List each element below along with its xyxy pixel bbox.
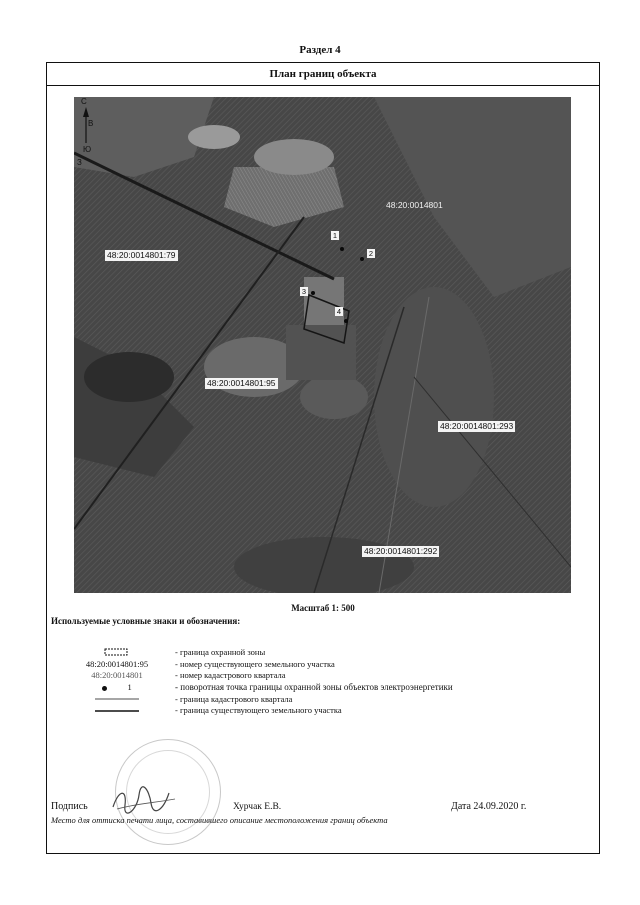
turning-point-label-3: 3 bbox=[301, 287, 307, 296]
plan-title: План границ объекта bbox=[47, 63, 599, 86]
south-letter: Ю bbox=[83, 145, 92, 154]
legend-text: - граница существующего земельного участка bbox=[175, 705, 342, 715]
map-imagery bbox=[74, 97, 571, 593]
legend-point-sample: 1 bbox=[127, 682, 132, 692]
legend-quarter-sample: 48:20:0014801 bbox=[91, 670, 143, 680]
north-arrow-icon bbox=[76, 97, 96, 169]
legend-text: - номер существующего земельного участка bbox=[175, 659, 335, 669]
legend-item bbox=[47, 694, 599, 705]
turning-point-dot bbox=[311, 291, 315, 295]
east-letter: В bbox=[88, 119, 94, 128]
west-letter: З bbox=[77, 158, 82, 167]
north-letter: С bbox=[81, 97, 87, 106]
legend-item bbox=[47, 682, 599, 693]
thick-line-icon bbox=[67, 705, 167, 716]
parcel-label-79: 48:20:0014801:79 bbox=[107, 250, 176, 260]
turning-point-label-1: 1 bbox=[332, 231, 338, 240]
dashed-rectangle-icon bbox=[67, 647, 167, 658]
legend-title: Используемые условные знаки и обозначения: bbox=[51, 616, 241, 626]
parcel-label-292: 48:20:0014801:292 bbox=[364, 546, 438, 556]
turning-point-dot bbox=[360, 257, 364, 261]
stamp-note: Место для оттиска печати лица, составившего описание местоположения границ объекта bbox=[51, 815, 388, 825]
turning-point-dot bbox=[340, 247, 344, 251]
legend-text: - граница кадастрового квартала bbox=[175, 694, 293, 704]
signature-scribble bbox=[109, 785, 179, 815]
signature-label: Подпись bbox=[51, 801, 88, 812]
parcel-label-293: 48:20:0014801:293 bbox=[440, 421, 514, 431]
legend-text: - поворотная точка границы охранной зоны объектов электроэнергетики bbox=[175, 682, 453, 692]
signer-name: Хурчак Е.В. bbox=[233, 802, 282, 812]
scale-text: Масштаб 1: 500 bbox=[291, 603, 355, 613]
parcel-label-95: 48:20:0014801:95 bbox=[207, 378, 276, 388]
dot-icon bbox=[67, 682, 167, 693]
legend-text: - номер кадастрового квартала bbox=[175, 670, 286, 680]
legend-text: - граница охранной зоны bbox=[175, 647, 266, 657]
quarter-label: 48:20:0014801 bbox=[386, 200, 443, 210]
legend-item bbox=[47, 659, 599, 670]
turning-point-dot bbox=[344, 319, 348, 323]
legend-item bbox=[47, 670, 599, 681]
legend-item bbox=[47, 705, 599, 716]
plan-frame bbox=[46, 62, 600, 854]
legend-item bbox=[47, 647, 599, 658]
thin-line-icon bbox=[67, 694, 167, 705]
section-title: Раздел 4 bbox=[299, 44, 341, 56]
turning-point-label-4: 4 bbox=[336, 307, 342, 316]
turning-point-label-2: 2 bbox=[368, 249, 374, 258]
aerial-map bbox=[74, 97, 571, 593]
legend-parcel-sample: 48:20:0014801:95 bbox=[85, 659, 149, 669]
signature-date: Дата 24.09.2020 г. bbox=[451, 801, 527, 812]
